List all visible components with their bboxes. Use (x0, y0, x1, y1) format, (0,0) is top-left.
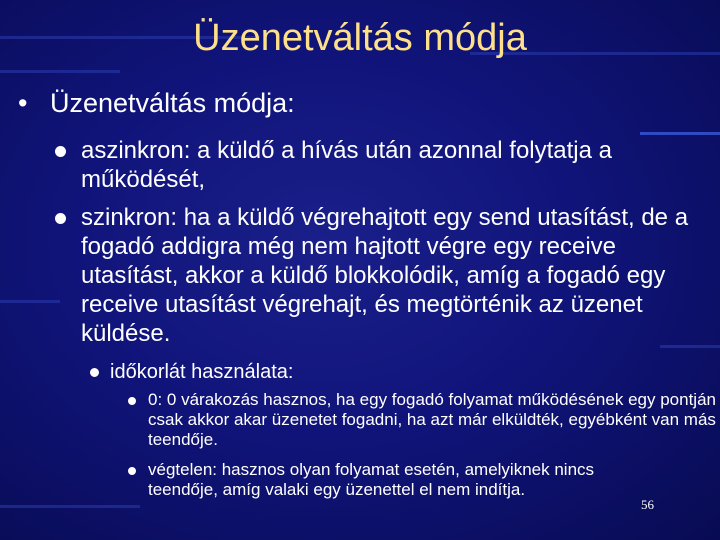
slide-title: Üzenetváltás módja (193, 17, 527, 59)
fourth-level-text: végtelen: hasznos olyan folyamat esetén, amelyiknek nincs teendője, amíg valaki egy üzenettel el nem indítja. (148, 460, 595, 499)
third-level-text: időkorlát használata: (110, 361, 294, 383)
sub-bullet-text: aszinkron: a küldő a hívás után azonnal folytatja a működését, (81, 137, 612, 193)
bullet-circle-icon (128, 467, 136, 475)
background-streak (0, 505, 140, 508)
page-number: 56 (641, 497, 654, 512)
fourth-level-text: 0: 0 várakozás hasznos, ha egy fogadó folyamat működésének egy pontján csak akkor akar üzenetet fogadni, ha azt már elküldték, egyébként van más teendője. (148, 390, 716, 449)
main-bullet-text: Üzenetváltás módja: (50, 88, 295, 118)
background-streak (0, 300, 60, 303)
background-streak (0, 70, 120, 73)
bullet-circle-icon (55, 213, 66, 224)
bullet-circle-icon (90, 368, 99, 377)
bullet-icon: • (18, 88, 28, 118)
bullet-circle-icon (128, 397, 136, 405)
bullet-circle-icon (55, 146, 66, 157)
background-streak (640, 132, 720, 135)
sub-bullet-text: szinkron: ha a küldő végrehajtott egy send utasítást, de a fogadó addigra még nem hajtott végre egy receive utasítást, akkor a küldő blokkolódik, amíg a fogadó egy receive utasítást végrehajt, és megtörténik az üzenet küldése. (81, 204, 689, 347)
